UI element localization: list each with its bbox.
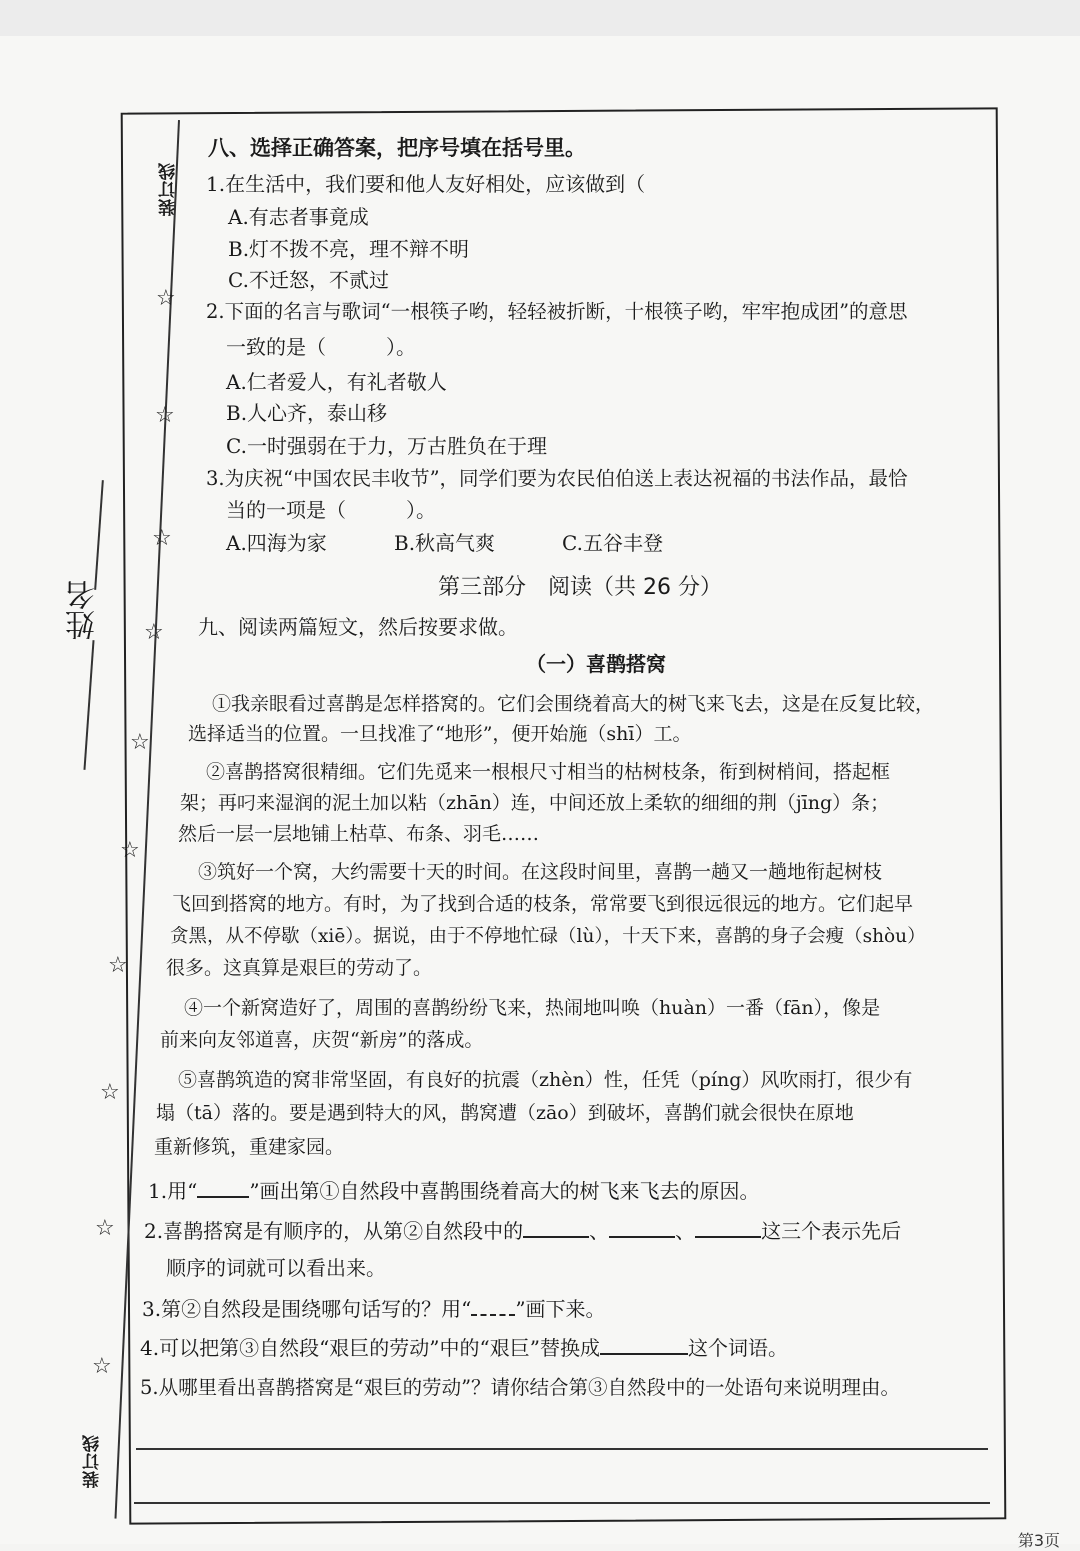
star-icon: ☆: [130, 730, 150, 755]
q2-option-b: B.人心齐，泰山移: [226, 401, 388, 425]
q1-stem: 1.在生活中，我们要和他人友好相处，应该做到（: [206, 172, 646, 196]
q3-option-b: B.秋高气爽: [394, 531, 496, 555]
section8-heading: 八、选择正确答案，把序号填在括号里。: [208, 136, 586, 160]
star-icon: ☆: [144, 620, 164, 645]
binding-label-top: 装订线: [159, 162, 179, 216]
answer-blank-2[interactable]: [609, 1218, 675, 1238]
reading-q4-text-a: 4.可以把第③自然段“艰巨的劳动”中的“艰巨”替换成: [140, 1336, 600, 1360]
star-icon: ☆: [120, 838, 140, 863]
q2-stem-line2: 一致的是（ ）。: [226, 335, 416, 359]
top-band: [0, 0, 1080, 36]
p1-line2: 选择适当的位置。一旦找准了“地形”，便开始施（shī）工。: [188, 723, 692, 745]
reading-q1: [148, 1178, 760, 1203]
p5-line2: 塌（tā）落的。要是遇到特大的风，鹊窝遭（zāo）到破坏，喜鹊们就会很快在原地: [156, 1102, 854, 1124]
q3-option-c: C.五谷丰登: [562, 531, 663, 555]
p4-line1: ④一个新窝造好了，周围的喜鹊纷纷飞来，热闹地叫唤（huàn）一番（fān），像是: [184, 997, 881, 1019]
answer-blank-3[interactable]: [695, 1218, 761, 1238]
p4-line2: 前来向友邻道喜，庆贺“新房”的落成。: [160, 1029, 484, 1051]
p5-line1: ⑤喜鹊筑造的窝非常坚固，有良好的抗震（zhèn）性，任凭（píng）风吹雨打，很少有: [178, 1069, 913, 1091]
q2-option-a: A.仁者爱人，有礼者敬人: [226, 370, 447, 394]
p3-line1: ③筑好一个窝，大约需要十天的时间。在这段时间里，喜鹊一趟又一趟地衔起树枝: [198, 861, 883, 883]
reading-q1-text-a: 1.用“: [148, 1179, 198, 1203]
q3-stem-line2: 当的一项是（ ）。: [226, 498, 436, 522]
reading-q2-text-b: 这三个表示先后: [761, 1219, 902, 1243]
reading-q3-text-a: 3.第②自然段是围绕哪句话写的？用“: [142, 1297, 472, 1321]
q2-stem-line1: 2.下面的名言与歌词“一根筷子哟，轻轻被折断，十根筷子哟，牢牢抱成团”的意思: [206, 300, 908, 323]
q1-option-a: A.有志者事竟成: [228, 205, 369, 229]
star-icon: ☆: [108, 953, 128, 978]
underline-sample: [197, 1178, 249, 1198]
answer-blank-1[interactable]: [523, 1218, 589, 1238]
q1-option-b: B.灯不拨不亮，理不辩不明: [228, 237, 470, 261]
p3-line3: 贪黑，从不停歇（xiē）。据说，由于不停地忙碌（lù），十天下来，喜鹊的身子会瘦（shòu）: [170, 926, 926, 947]
answer-line-1[interactable]: [136, 1448, 988, 1450]
answer-blank-4[interactable]: [600, 1335, 688, 1355]
p2-line3: 然后一层一层地铺上枯草、布条、羽毛……: [178, 823, 540, 845]
q1-option-c: C.不迁怒，不贰过: [228, 268, 389, 292]
p5-line3: 重新修筑，重建家园。: [154, 1136, 345, 1158]
reading-q1-text-b: ”画出第①自然段中喜鹊围绕着高大的树飞来飞去的原因。: [249, 1179, 760, 1203]
p3-line4: 很多。这真算是艰巨的劳动了。: [166, 957, 433, 979]
p3-line2: 飞回到搭窝的地方。有时，为了找到合适的枝条，常常要飞到很远很远的地方。它们起早: [172, 893, 914, 915]
reading-q4-text-b: 这个词语。: [687, 1336, 788, 1360]
reading-q2: [144, 1218, 901, 1243]
passage-title: （一）喜鹊搭窝: [526, 652, 666, 676]
p1-line1: ①我亲眼看过喜鹊是怎样搭窝的。它们会围绕着高大的树飞来飞去，这是在反复比较，: [212, 693, 935, 715]
reading-q4: [140, 1335, 788, 1360]
q3-option-a: A.四海为家: [226, 531, 327, 555]
reading-q2-sep-1: 、: [589, 1219, 610, 1243]
p2-line1: ②喜鹊搭窝很精细。它们先觅来一根根尺寸相当的枯树枝条，衔到树梢间，搭起框: [206, 761, 891, 783]
q2-option-c: C.一时强弱在于力，万古胜负在于理: [226, 434, 547, 458]
binding-label-bottom: 装订线: [83, 1434, 103, 1488]
reading-q2-sep-2: 、: [675, 1219, 696, 1243]
p2-line2: 架；再叼来湿润的泥土加以粘（zhān）连，中间还放上柔软的细细的荆（jīng）条；: [180, 792, 890, 814]
reading-q3-text-b: ”画下来。: [515, 1297, 606, 1321]
reading-q3: [142, 1296, 606, 1321]
star-icon: ☆: [92, 1354, 112, 1379]
star-icon: ☆: [156, 286, 176, 311]
name-label: 姓名: [66, 580, 101, 640]
page-number: 第3页: [1017, 1531, 1060, 1550]
reading-q2-text-a: 2.喜鹊搭窝是有顺序的，从第②自然段中的: [144, 1219, 524, 1243]
star-icon: ☆: [152, 526, 172, 551]
part3-title: 第三部分 阅读（共 26 分）: [438, 575, 722, 600]
reading-q2-line2: 顺序的词就可以看出来。: [166, 1256, 386, 1280]
star-icon: ☆: [95, 1216, 115, 1241]
reading-q5: 5.从哪里看出喜鹊搭窝是“艰巨的劳动”？请你结合第③自然段中的一处语句来说明理由。: [140, 1376, 901, 1399]
wavy-line-sample: [471, 1296, 515, 1316]
section9-heading: 九、阅读两篇短文，然后按要求做。: [198, 615, 518, 639]
star-icon: ☆: [100, 1080, 120, 1105]
q3-stem-line1: 3.为庆祝“中国农民丰收节”，同学们要为农民伯伯送上表达祝福的书法作品，最恰: [206, 467, 908, 490]
answer-line-2[interactable]: [134, 1502, 990, 1504]
star-icon: ☆: [155, 403, 175, 428]
